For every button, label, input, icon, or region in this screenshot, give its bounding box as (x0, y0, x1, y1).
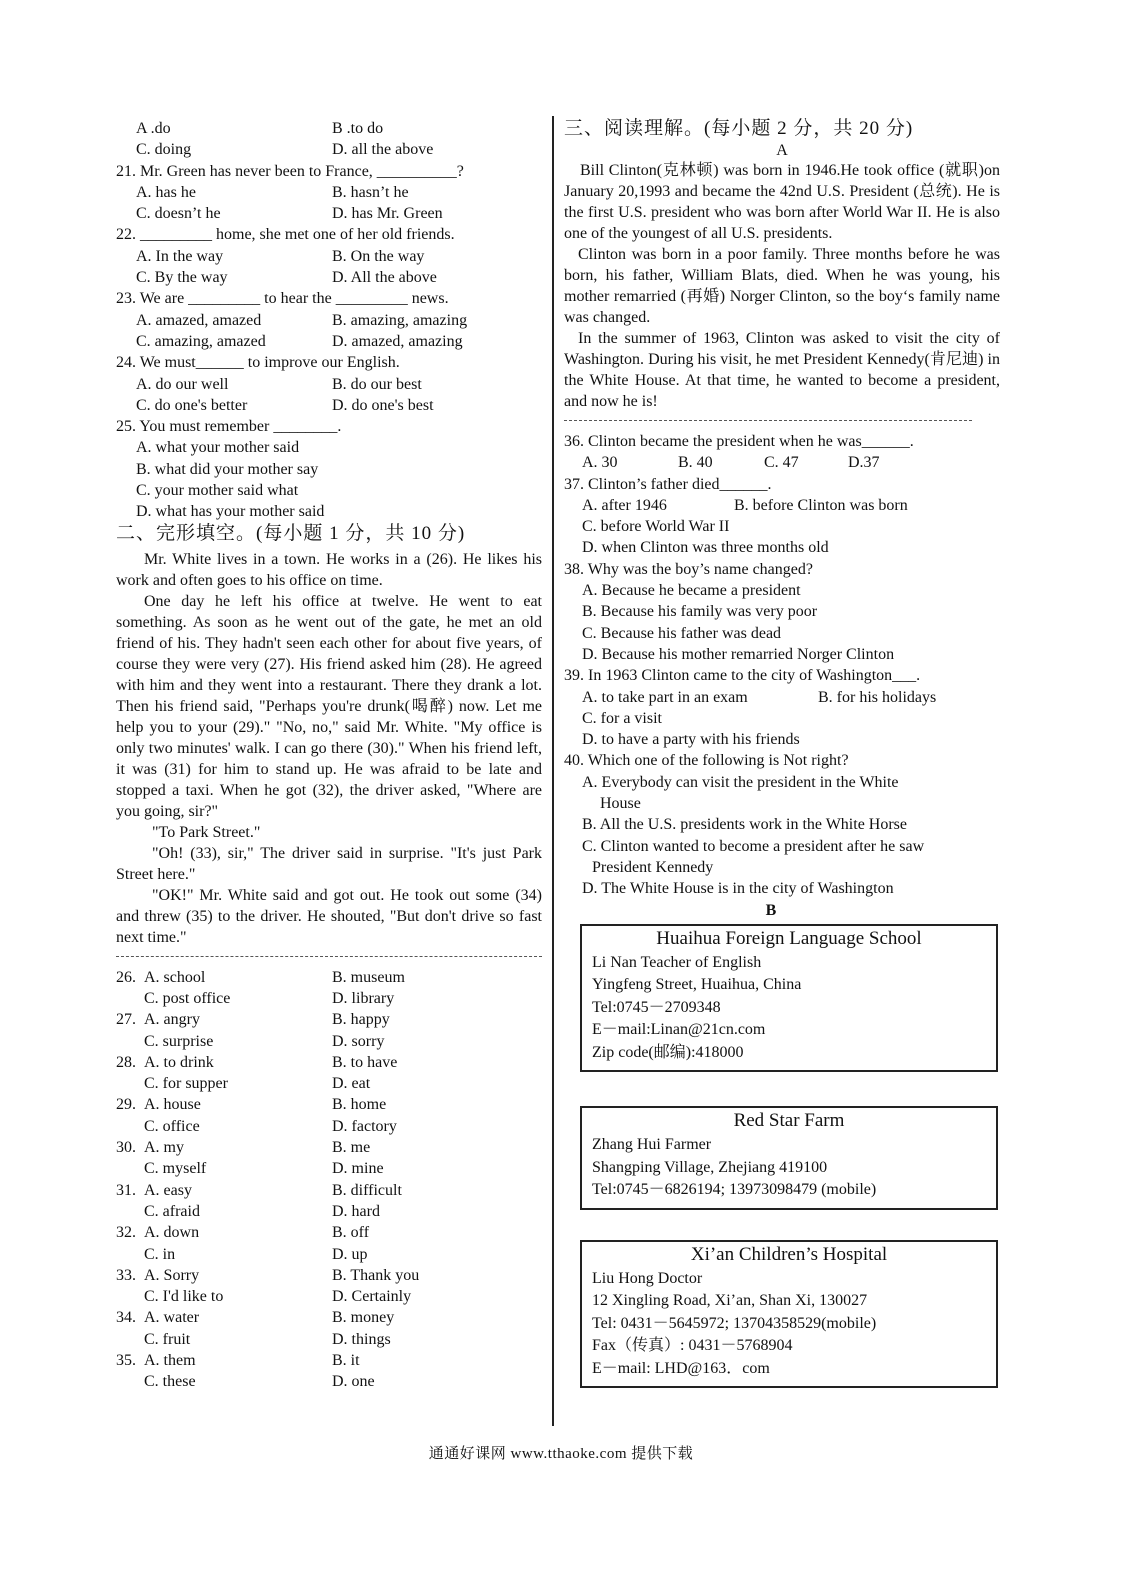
option: D. The White House is in the city of Washington (582, 880, 894, 898)
option: C. Clinton wanted to become a president after he saw (582, 837, 925, 855)
question-stem: 24. We must______ to improve our English. (116, 354, 400, 372)
card-title: Red Star Farm (733, 1110, 845, 1132)
option: C. 47 (764, 454, 799, 472)
cloze-row (116, 1329, 542, 1350)
question-number: 32. (116, 1224, 136, 1242)
option: D. factory (332, 1117, 397, 1135)
cloze-row (116, 1158, 542, 1179)
question-number: 30. (116, 1139, 136, 1157)
card-line: Tel: 0431－5645972; 13704358529(mobile) (592, 1314, 877, 1332)
option: B. do our best (332, 375, 422, 393)
option: A. school (144, 968, 206, 986)
option: B. it (332, 1351, 360, 1369)
cloze-row (116, 1052, 542, 1073)
option: A. what your mother said (136, 439, 300, 457)
option: A. water (144, 1309, 200, 1327)
option: D. amazed, amazing (332, 332, 463, 350)
paragraph: Bill Clinton(克林顿) was born in 1946.He took office (就职)on January 20,1993 and became the 42nd U.S. President (总统). He is the first U.S. president who was born after World War II. He is also one of the youngest of all U.S. presidents. (564, 162, 1000, 242)
paragraph: "Oh! (33), sir," The driver said in surprise. "It's just Park Street here." (116, 844, 542, 883)
option: B. Because his family was very poor (582, 603, 818, 621)
cloze-row (116, 1116, 542, 1137)
reading-passage-a (564, 160, 1000, 412)
dashed-divider (564, 420, 972, 421)
option: A. after 1946 (582, 496, 667, 514)
option: D. mine (332, 1160, 384, 1178)
option: A. Everybody can visit the president in the White (582, 773, 899, 791)
option: D. hard (332, 1202, 380, 1220)
option: B. museum (332, 968, 405, 986)
option: B. happy (332, 1011, 390, 1029)
option: C. I'd like to (144, 1288, 224, 1306)
option: B. money (332, 1309, 395, 1327)
option: C. surprise (144, 1032, 214, 1050)
option: D. Certainly (332, 1288, 412, 1306)
cloze-row (116, 1094, 542, 1115)
paragraph: In the summer of 1963, Clinton was asked to visit the city of Washington. During his visit, he met President Kennedy(肯尼迪) in the White House. At that time, he wanted to become a president, and now he is! (564, 330, 1000, 410)
question-stem: 21. Mr. Green has never been to France, __________? (116, 162, 464, 180)
column-divider (552, 116, 554, 1426)
question-number: 29. (116, 1096, 136, 1114)
option: B. All the U.S. presidents work in the White Horse (582, 816, 907, 834)
option: D. when Clinton was three months old (582, 539, 829, 557)
option: A. do our well (136, 375, 229, 393)
option: A. angry (144, 1011, 200, 1029)
options (564, 452, 1000, 473)
dashed-divider (116, 956, 542, 957)
question-number: 35. (116, 1351, 136, 1369)
option: B. to have (332, 1053, 398, 1071)
cloze-row (116, 1180, 542, 1201)
option: C. office (144, 1117, 200, 1135)
option: A. them (144, 1351, 196, 1369)
question-stem: 23. We are _________ to hear the _________ news. (116, 290, 449, 308)
cloze-row (116, 1307, 542, 1328)
question-stem: 38. Why was the boy’s name changed? (564, 560, 813, 578)
option: C. do one's better (136, 396, 248, 414)
option: C. for a visit (582, 709, 662, 727)
option: B. amazing, amazing (332, 311, 468, 329)
footer-credit: 通通好课网 www.tthaoke.com 提供下载 (428, 1446, 694, 1462)
q20-options (116, 118, 542, 139)
option: A. 30 (582, 454, 618, 472)
card-line: Yingfeng Street, Huaihua, China (592, 976, 802, 994)
option: B. hasn’t he (332, 183, 409, 201)
question-stem: 22. _________ home, she met one of her old friends. (116, 226, 455, 244)
option: C. in (144, 1245, 176, 1263)
cloze-row (116, 1009, 542, 1030)
option: D. up (332, 1245, 368, 1263)
option: D. one (332, 1373, 375, 1391)
option: B. for his holidays (818, 688, 937, 706)
option: A. down (144, 1224, 200, 1242)
card-line: Zhang Hui Farmer (592, 1136, 712, 1154)
option: A. Because he became a president (582, 582, 801, 600)
option: A. has he (136, 183, 196, 201)
cloze-row (116, 1201, 542, 1222)
question-number: 33. (116, 1266, 136, 1284)
paragraph: Mr. White lives in a town. He works in a (26). He likes his work and often goes to his office on time. (116, 550, 542, 589)
contact-card (580, 924, 998, 1073)
contact-card (580, 1240, 998, 1389)
cloze-row (116, 1244, 542, 1265)
option: D. things (332, 1330, 391, 1348)
question-number: 31. (116, 1181, 136, 1199)
question-36 (564, 431, 1000, 474)
option: D.37 (848, 454, 880, 472)
option: A. In the way (136, 247, 224, 265)
card-line: Liu Hong Doctor (592, 1269, 703, 1287)
paragraph: "OK!" Mr. White said and got out. He took out some (34) and threw (35) to the driver. He shouted, "But don't drive so fast next time." (116, 886, 542, 946)
section-title: 三、阅读理解。(每小题 2 分，共 20 分) (564, 118, 914, 139)
option: B .to do (332, 120, 384, 137)
option: A .do (136, 120, 171, 137)
passage-label: B (765, 901, 777, 919)
option: C. these (144, 1373, 196, 1391)
option: C. doesn’t he (136, 205, 221, 223)
card-title: Xi’an Children’s Hospital (690, 1243, 888, 1265)
card-title: Huaihua Foreign Language School (656, 927, 922, 949)
left-column (116, 118, 542, 1393)
question-37 (564, 474, 1000, 559)
question-stem: 36. Clinton became the president when he was______. (564, 433, 914, 450)
option: D. to have a party with his friends (582, 731, 800, 749)
option-continued: House (600, 795, 641, 813)
question-stem: 37. Clinton’s father died______. (564, 475, 772, 493)
option: C. doing (136, 141, 192, 159)
option: C. fruit (144, 1330, 191, 1348)
option: A. to drink (144, 1053, 214, 1071)
cloze-row (116, 1137, 542, 1158)
question-38 (564, 559, 1000, 665)
cloze-row (116, 1031, 542, 1052)
question-40 (564, 750, 1000, 899)
option: A. amazed, amazed (136, 311, 262, 329)
paragraph: "To Park Street." (152, 823, 261, 841)
option: B. before Clinton was born (734, 496, 908, 514)
option: D. sorry (332, 1032, 385, 1050)
question-stem: 39. In 1963 Clinton came to the city of Washington___. (564, 667, 921, 685)
section-title: 二、完形填空。(每小题 1 分，共 10 分) (116, 522, 466, 544)
card-line: Shangping Village, Zhejiang 419100 (592, 1158, 828, 1176)
option: B. what did your mother say (136, 460, 319, 478)
cloze-row (116, 1265, 542, 1286)
option: B. off (332, 1224, 370, 1242)
question-number: 26. (116, 968, 136, 986)
card-line: 12 Xingling Road, Xi’an, Shan Xi, 130027 (592, 1292, 868, 1310)
option: B. Thank you (332, 1266, 420, 1284)
option-continued: President Kennedy (592, 858, 714, 876)
option: A. house (144, 1096, 201, 1114)
option: B. difficult (332, 1181, 402, 1199)
option: B. On the way (332, 247, 425, 265)
cloze-row (116, 1222, 542, 1243)
option: C. By the way (136, 269, 228, 287)
paragraph: Clinton was born in a poor family. Three months before he was born, his father, William Blats, died. When he was young, his mother remarried (再婚) Norger Clinton, so the boy‘s family name was changed. (564, 246, 1000, 326)
option: C. post office (144, 989, 231, 1007)
option: C. myself (144, 1160, 207, 1178)
paragraph: One day he left his office at twelve. He went to eat something. As soon as he went out of the gate, he met an old friend of his. They hadn't seen each other for about five years, of course they were very (27). His friend asked him (28). He agreed with him and they went into a restaurant. There they drank a lot. Then his friend said, "Perhaps you're drunk(喝醉) now. Let me help you to your (29)." "No, no," said Mr. White. "My office is only two minutes' walk. I can go there (30)." When his friend left, it was (31) for him to stand up. He was afraid to be late and stopped a taxi. When he got (32), the driver asked, "Where are you going, sir?" (116, 592, 542, 820)
question-number: 34. (116, 1309, 136, 1327)
option: D. do one's best (332, 396, 434, 414)
cloze-row (116, 1350, 542, 1371)
option: C. amazing, amazed (136, 332, 266, 350)
option: C. afraid (144, 1202, 200, 1220)
option: D. all the above (332, 141, 434, 159)
cloze-row (116, 1371, 542, 1392)
option: A. easy (144, 1181, 192, 1199)
option: D. what has your mother said (136, 503, 325, 521)
card-line: Zip code(邮编):418000 (592, 1043, 744, 1061)
option: C. Because his father was dead (582, 624, 782, 642)
option: D. library (332, 989, 395, 1007)
option: B. 40 (678, 454, 713, 472)
cloze-row (116, 967, 542, 988)
question-39 (564, 665, 1000, 750)
option: B. me (332, 1139, 371, 1157)
q20-options (116, 139, 542, 160)
cloze-options (116, 967, 542, 1393)
card-line: Tel:0745－6826194; 13973098479 (mobile) (592, 1181, 877, 1199)
option: A. Sorry (144, 1266, 200, 1284)
card-line: Li Nan Teacher of English (592, 953, 762, 971)
cloze-row (116, 1073, 542, 1094)
card-line: Fax（传真）: 0431－5768904 (592, 1337, 793, 1355)
cloze-row (116, 988, 542, 1009)
contact-card (580, 1106, 998, 1210)
question-number: 27. (116, 1011, 136, 1029)
option: D. eat (332, 1075, 371, 1093)
option: D. All the above (332, 269, 437, 287)
option: D. Because his mother remarried Norger Clinton (582, 645, 895, 663)
card-line: E－mail: LHD@163．com (592, 1359, 770, 1377)
cloze-row (116, 1286, 542, 1307)
option: A. my (144, 1139, 184, 1157)
card-line: Tel:0745－2709348 (592, 998, 721, 1016)
option: D. has Mr. Green (332, 205, 443, 223)
option: C. before World War II (582, 518, 730, 536)
option: C. your mother said what (136, 482, 299, 500)
question-stem: 40. Which one of the following is Not right? (564, 752, 849, 770)
right-column (564, 118, 1000, 1388)
option: C. for supper (144, 1075, 228, 1093)
option: B. home (332, 1096, 387, 1114)
passage-label: A (776, 142, 788, 159)
option: A. to take part in an exam (582, 688, 748, 706)
card-line: E－mail:Linan@21cn.com (592, 1021, 766, 1039)
question-number: 28. (116, 1053, 136, 1071)
cloze-passage (116, 549, 542, 948)
question-stem: 25. You must remember ________. (116, 418, 342, 436)
